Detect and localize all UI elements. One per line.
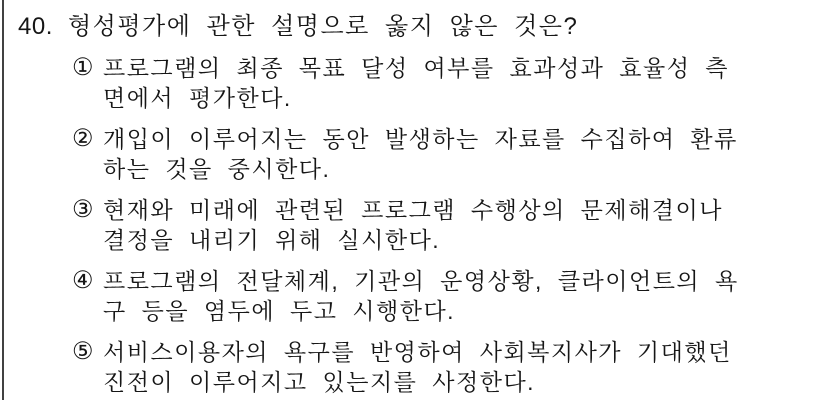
question-text: 형성평가에 관한 설명으로 옳지 않은 것은?	[68, 13, 579, 40]
option-3-line-1: 현재와 미래에 관련된 프로그램 수행상의 문제해결이나	[103, 197, 723, 223]
question-number: 40.	[18, 13, 53, 40]
option-1-line-1: 프로그램의 최종 목표 달성 여부를 효과성과 효율성 측	[103, 55, 730, 81]
option-5-number: ⑤	[72, 338, 94, 365]
option-3-number: ③	[72, 196, 94, 223]
option-3-text	[103, 195, 723, 255]
option-5-text	[103, 337, 732, 397]
option-4-number: ④	[72, 267, 94, 294]
option-2	[72, 124, 826, 184]
option-3	[72, 195, 826, 255]
column-divider-rule	[2, 0, 4, 400]
option-2-number: ②	[72, 125, 94, 152]
option-4-line-1: 프로그램의 전달체계, 기관의 운영상황, 클라이언트의 욕	[103, 268, 739, 294]
option-5-line-2: 진전이 이루어지고 있는지를 사정한다.	[103, 369, 536, 395]
option-2-text	[103, 124, 738, 184]
option-3-line-2: 결정을 내리기 위해 실시한다.	[103, 227, 441, 253]
option-5-line-1: 서비스이용자의 욕구를 반영하여 사회복지사가 기대했던	[103, 339, 732, 365]
options-list	[18, 53, 826, 397]
option-5	[72, 337, 826, 397]
option-1-line-2: 면에서 평가한다.	[103, 85, 292, 111]
option-1	[72, 53, 826, 113]
option-2-line-1: 개입이 이루어지는 동안 발생하는 자료를 수집하여 환류	[103, 126, 738, 152]
option-4	[72, 266, 826, 326]
option-2-line-2: 하는 것을 중시한다.	[103, 156, 331, 182]
option-4-text	[103, 266, 739, 326]
option-1-number: ①	[72, 54, 94, 81]
option-1-text	[103, 53, 729, 113]
question-row	[18, 12, 826, 42]
option-4-line-2: 구 등을 염두에 두고 시행한다.	[103, 298, 456, 324]
